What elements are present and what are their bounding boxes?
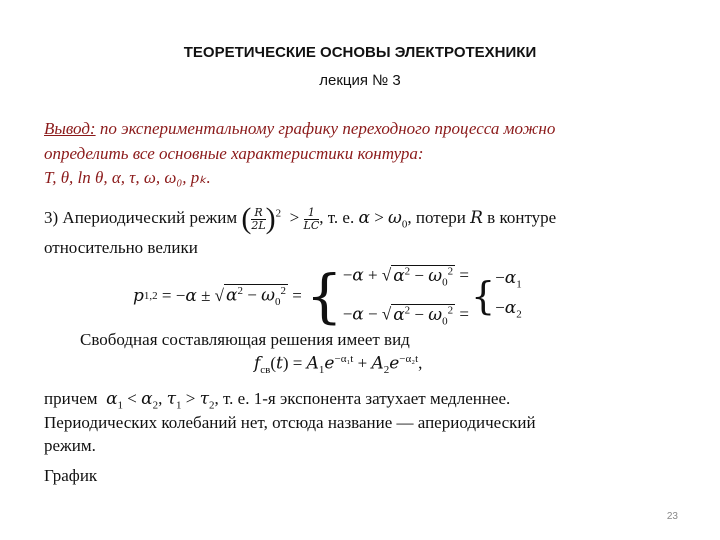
free-component-text: Свободная составляющая решения имеет вид	[80, 330, 410, 349]
since-prefix: причем	[44, 389, 98, 408]
roots-formula: p 1,2 = − α ± √ $\alpha^2 - \omega_0^2$ = { −α + √ $\alpha^2 - \omega_0^2$ = −α − √ $\alpha^2 - \omega_0^2$ = { $-\alpha_1$ $-\alpha_2$	[133, 262, 522, 330]
conclusion-line-3: T, θ, ln θ, α, τ, ω, ω₀, pₖ.	[44, 168, 211, 187]
no-periodic-line-1: Периодических колебаний нет, отсюда название — апериодический	[44, 413, 536, 432]
since-line: причем $\alpha_1 < \alpha_2$, $\tau_1 > \tau_2$, т. е. 1-я экспонента затухает медленнее.	[44, 389, 511, 412]
aperiodic-tail: , т. е.	[319, 207, 355, 227]
conclusion-line-2: определить все основные характеристики контура:	[44, 144, 424, 163]
since-suffix: , т. е. 1-я экспонента затухает медленнее.	[214, 389, 511, 408]
aperiodic-lead: 3) Апериодический режим	[44, 207, 238, 227]
no-periodic-line-2: режим.	[44, 436, 96, 455]
conclusion-line-1	[44, 119, 555, 139]
lecture-subtitle: лекция № 3	[319, 72, 401, 89]
conclusion-text-1: по экспериментальному графику переходного процесса можно	[99, 119, 556, 138]
page-title: ТЕОРЕТИЧЕСКИЕ ОСНОВЫ ЭЛЕКТРОТЕХНИКИ	[183, 44, 537, 61]
free-component-formula: $f_{св}(t) = A_1e^{-\alpha_1t} + A_2e^{-\alpha_2t}$,	[254, 353, 423, 377]
aperiodic-line-2: относительно велики	[44, 238, 198, 257]
conclusion-label: Вывод:	[44, 119, 96, 138]
aperiodic-tail-3: в контуре	[487, 207, 557, 227]
aperiodic-condition: 3) Апериодический режим ( $\frac{R}{2L}$ )$^2$ > $\frac{1}{LC}$ , т. е. $\alpha > \omega_0$, потери R в контуре	[44, 202, 557, 235]
page-number: 23	[666, 511, 678, 522]
aperiodic-tail-2: , потери	[407, 207, 466, 227]
graph-label: График	[44, 466, 98, 485]
